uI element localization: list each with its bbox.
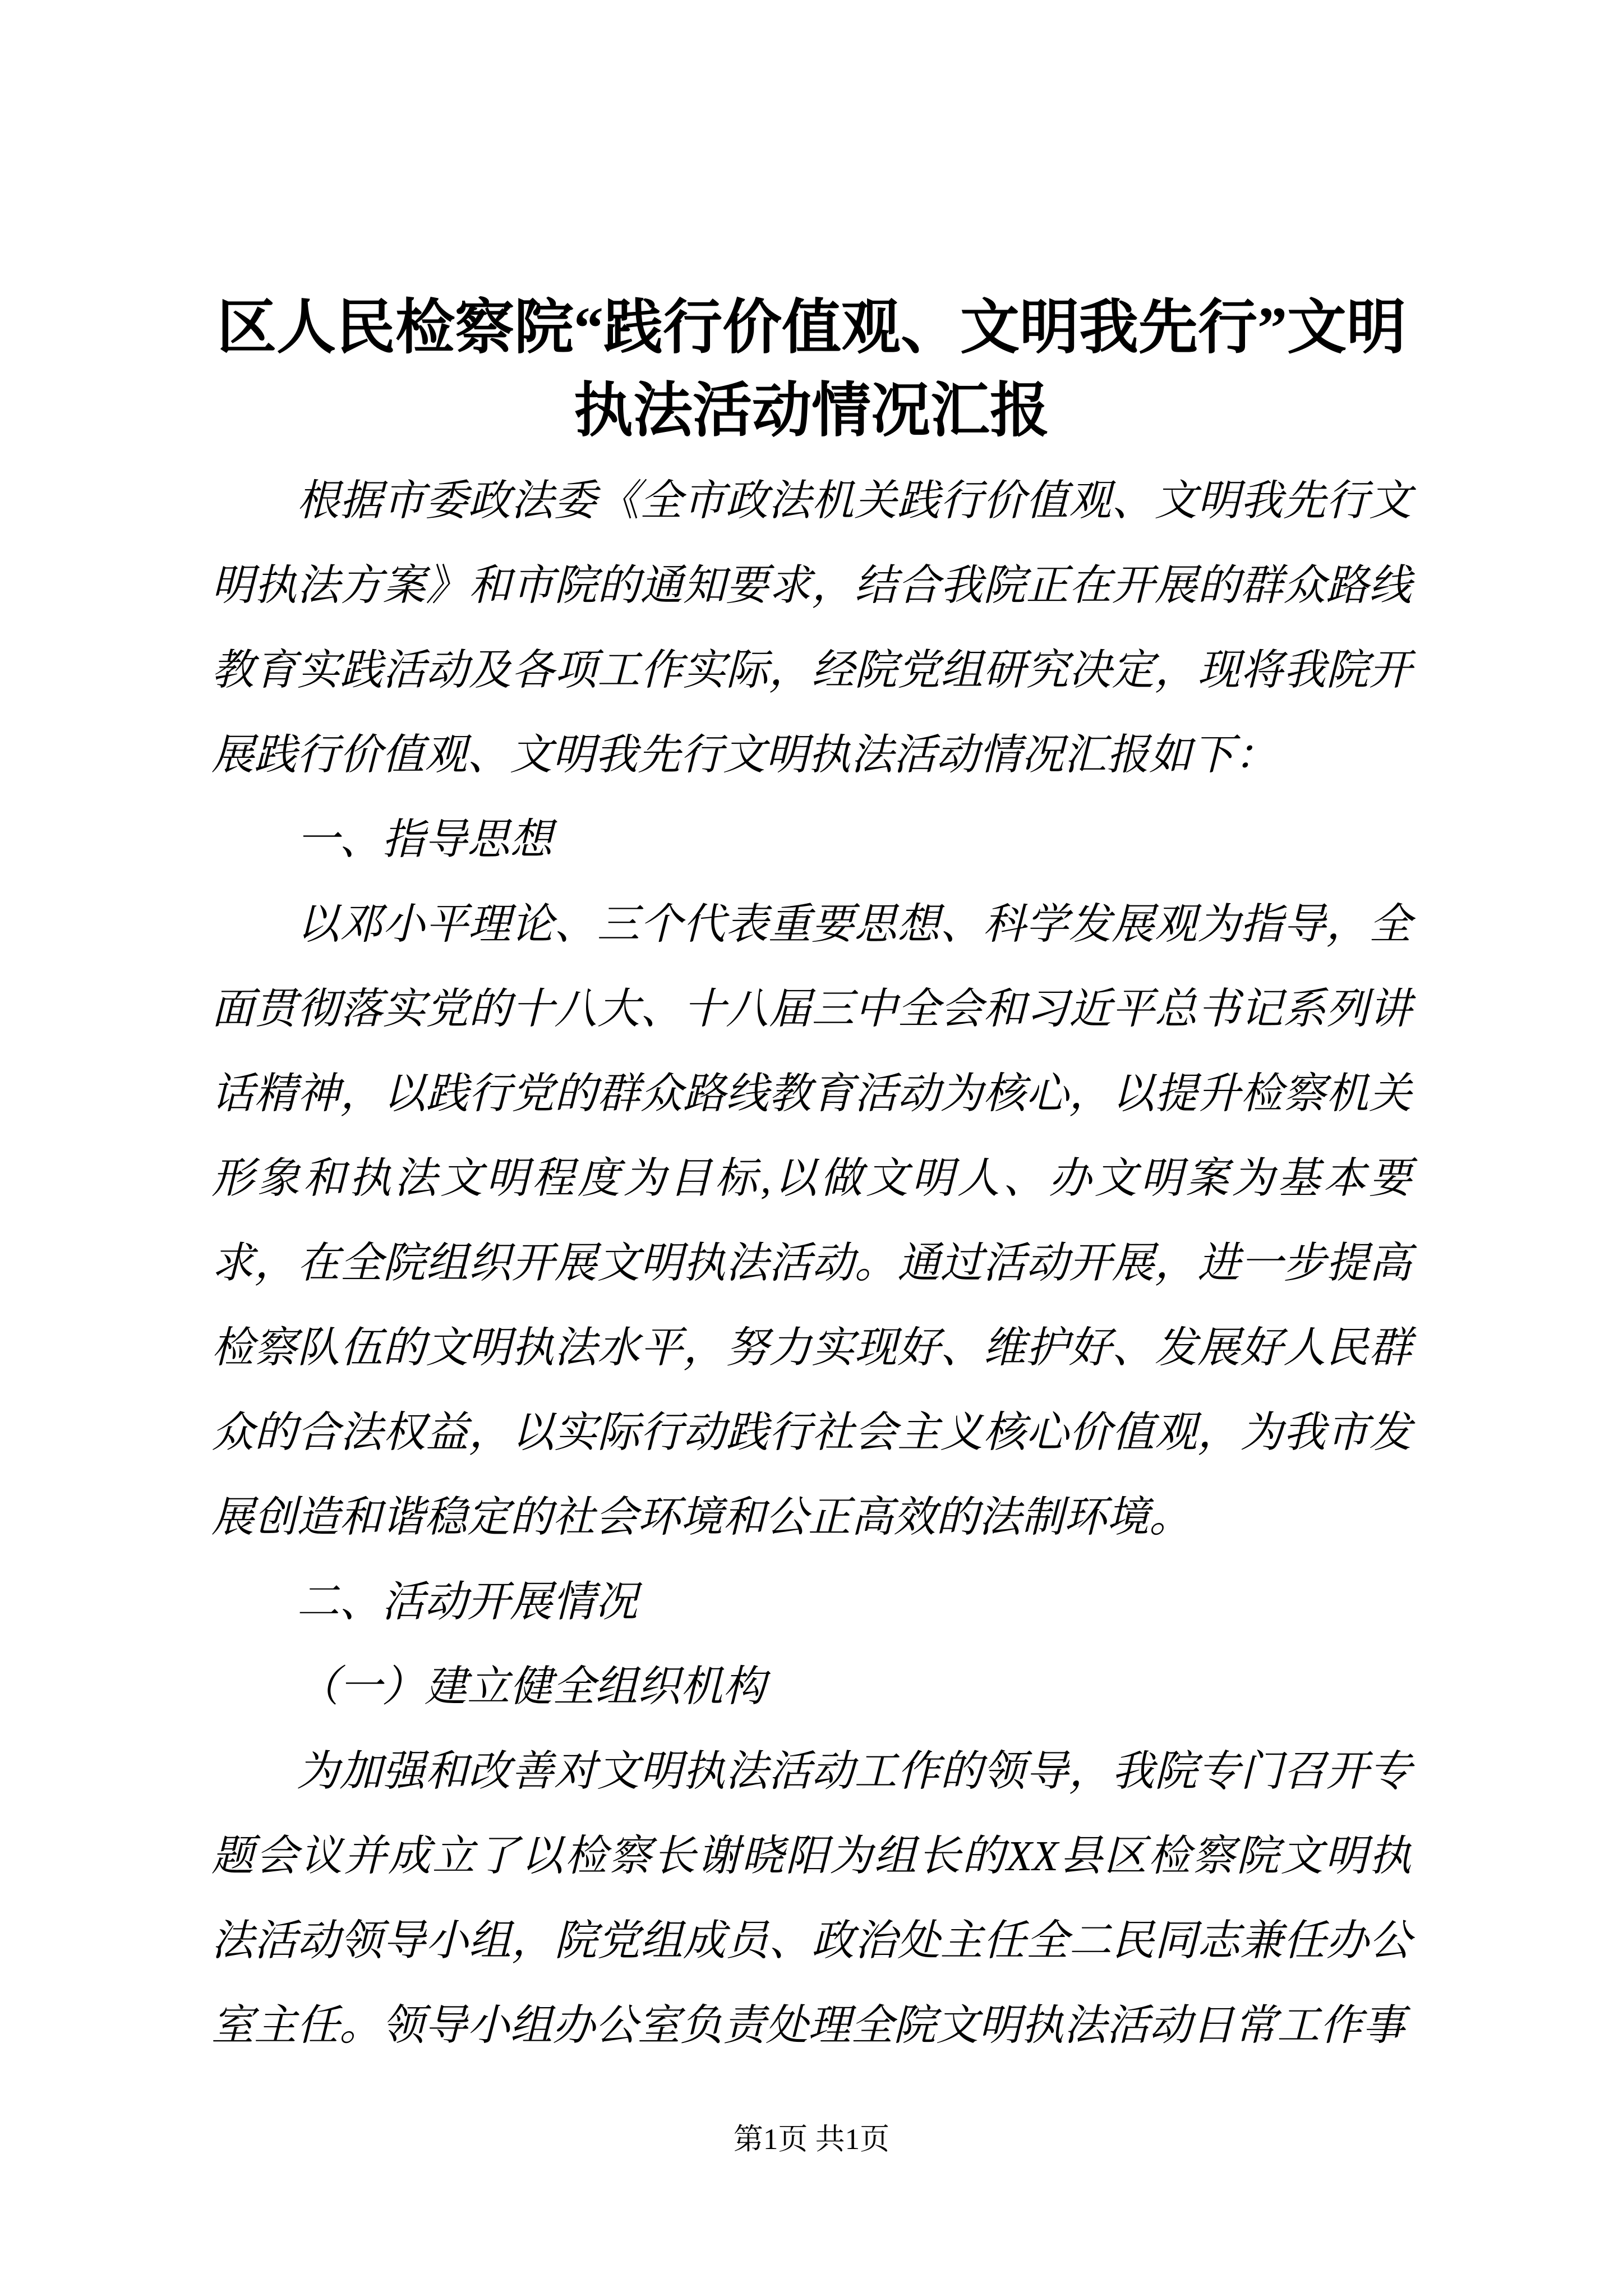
document-body: [0, 459, 1623, 2068]
section-2-heading: 二、活动开展情况: [297, 1579, 638, 1626]
subsection-2-1-paragraph: 为加强和改善对文明执法活动工作的领导，我院专门召开专题会议并成立了以检察长谢晓阳为组长的XX县区检察院文明执法活动领导小组，院党组成员、政治处主任全二民同志兼任办公室主任。领导小组办公室负责处理全院文明执法活动日常工作事: [211, 1748, 1412, 2049]
page-number: 第1页 共1页: [733, 2123, 890, 2156]
intro-paragraph: 根据市委政法委《全市政法机关践行价值观、文明我先行文明执法方案》和市院的通知要求，结合我院正在开展的群众路线教育实践活动及各项工作实际，经院党组研究决定，现将我院开展践行价值观、文明我先行文明执法活动情况汇报如下：: [211, 477, 1412, 779]
document-title: 区人民检察院“践行价值观、文明我先行”文明执法活动情况汇报: [217, 295, 1406, 444]
section-1-heading: 一、指导思想: [297, 816, 552, 863]
section-1-paragraph: 以邓小平理论、三个代表重要思想、科学发展观为指导，全面贯彻落实党的十八大、十八届三中全会和习近平总书记系列讲话精神，以践行党的群众路线教育活动为核心，以提升检察机关形象和执法文明程度为目标,以做文明人、办文明案为基本要求，在全院组织开展文明执法活动。通过活动开展，进一步提高检察队伍的文明执法水平，努力实现好、维护好、发展好人民群众的合法权益，以实际行动践行社会主义核心价值观，为我市发展创造和谐稳定的社会环境和公正高效的法制环境。: [211, 901, 1412, 1541]
subsection-2-1-heading: （一）建立健全组织机构: [297, 1663, 766, 1710]
